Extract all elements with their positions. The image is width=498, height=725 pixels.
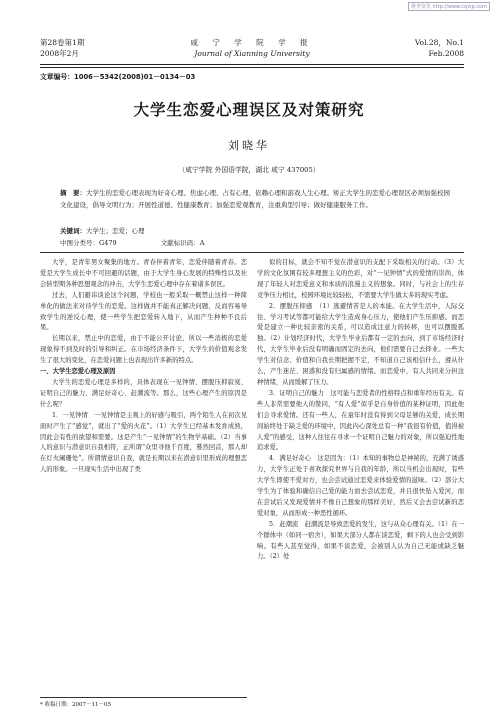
author-name: 刘晓华 <box>228 139 270 152</box>
header-rule-thick <box>40 64 464 65</box>
watermark: 维普资讯 http://www.cqvip.com <box>408 2 490 11</box>
footnote: * 收稿日期：2007－11－05 <box>40 697 247 708</box>
right-column <box>257 258 464 563</box>
article-title: 大学生恋爱心理误区及对策研究 <box>133 101 365 119</box>
abstract-text: 大学生的恋爱心理表现为好奇心理、焦虑心理、占有心理、依赖心理和游戏人生心理。矫正大学生的恋爱心理误区必须加强校园文化建设，倡导文明行为；开展性道德、性健康教育；加强恋爱观教育，注重典型引导；做好健康服务工作。 <box>60 189 450 209</box>
date-en: Feb.2008 <box>428 49 464 58</box>
left-column <box>40 258 247 476</box>
paragraph: 长期以来，禁止中的恋爱，由于不能公开讨论，所以一些消极的恋爱现象得不到及时的引导和纠正。在市场经济条件下，大学生的价值观念发生了很大的变化，在恋爱问题上也表现出许多新的特点。 <box>40 335 247 365</box>
clc-number: 中图分类号：G479 <box>60 239 117 247</box>
article-number: 文章编号：1006－5342(2008)01－0134－03 <box>40 73 196 81</box>
paragraph: 大学生的恋爱心理是多样的，具体表现在一见钟情、摆脱压抑寂寞、证明自己的魅力、满足好奇心、赶潮流等。那么，这些心理产生的原因是什么呢？ <box>40 378 247 408</box>
keywords-label: 关键词： <box>60 227 86 235</box>
paragraph: 5．赶潮流 赶潮流是导致恋爱的发生，这与从众心理有关。（1）在一个群体中（如同一宿舍），如果大部分人都在谈恋爱，剩下的人也会受到影响。有些人甚至觉得，如果不谈恋爱，会被别人认为自己无能或缺乏魅力。（2）处 <box>257 520 464 561</box>
keywords-text: 大学生；恋爱；心理 <box>86 227 145 235</box>
paragraph: 4．满足好奇心 这是因为：（1）本知的事物总是神秘的，充满了诱惑力，大学生正处于喜欢探究世界与自我的年龄，所以当机会出现时，有些大学生即使不爱对方，也会尝试通过恋爱来体验爱情的滋味。（2）部分大学生为了体验和确信自己爱的能力而去尝试恋爱，并且很快坠入爱河，而在尝试后又发现爱情并不像自己想象的那样美好，然后又会去尝试新的恋爱对象，从而形成一种恶性循环。 <box>257 455 464 517</box>
paragraph: 3．证明自己的魅力 这可能与恋爱者的性格特点和重年经历有关。有些人非常需要他人的赞同，“有人爱”似乎是自身价值的某种证明，因此他们会寻求爱情。还有一些人，在童年时没有得到父母足够的关爱，成长期间始终处于缺乏爱的环境中，因此内心深处总有一种“我很有价值，值得被人爱”的感受，这种人往往在寻求一个证明自己魅力的对象，所以强迫性地追求爱。 <box>257 389 464 452</box>
date-cn: 2008年2月 <box>40 49 79 58</box>
paragraph: 过去，人们避讳谈论这个问题，学校也一般采取一概禁止这样一种简单化的做法来对待学生的恋爱。这样做并不能真正解决问题，反而容易导致学生的逆反心理，使一些学生把恋爱转入地下，从而产生种种不良后果。 <box>40 291 247 332</box>
document-code: 文献标识码：A <box>160 239 205 247</box>
journal-name-en: Journal of Xianning University <box>194 49 310 58</box>
paragraph: 2．摆脱压抑感 （1）逃避情苦是人的本能。在大学生活中，人际交往、学习考试等都可能给大学生造成身心压力，使他们产生压抑感。而恋爱是建立一种比较亲密的关系，可以造成注意力的转移，也可以摆脱孤独。（2）计划经济时代，大学生毕业后都有一定的去向，到了市场经济时代，大学生毕业后没有明确而固定的去向，他们需要自己去择业。一些大学生对信念、价值和自我长期把握不定，不知道自己该相信什么，遵从什么，产生迷茫、困惑和没有归属感的情绪。而恋爱中，有人共同来分担这种情绪，从而缓解了压力。 <box>257 302 464 386</box>
classification <box>60 238 450 247</box>
abstract <box>60 187 450 211</box>
volume-en: Vol.28，No.1 <box>414 38 464 47</box>
author-affiliation: （咸宁学院 外国语学院，湖北 咸宁 437005） <box>178 166 320 174</box>
paragraph: 似的目标，就会不知不觉在潜意识的支配下采取相关的行动。（3）大学的文化氛围有较多理想主义的色彩，对“一见钟情”式的爱情的崇尚，体现了年轻人对恋爱意义和本质的浪漫主义的想象。同时，与社会上的生存竞争压力相比，校园环境比较轻松，不需要大学生做太多的现实考虑。 <box>257 259 464 299</box>
keywords <box>60 226 145 235</box>
paragraph: 1．一见钟情 一见钟情是主观上的好感与吸引，两个陌生人在初次见面时产生了“感觉”，就出了“爱的火花”。（1）大学生已经基本发育成熟，因此会有性的欲望和需要。这是产生“一见钟情”的生物学基础。（2）当事人的意识与潜意识自我相符，正所谓“众里寻他千百度，蓦然回首，那人却在灯火阑珊处”。所谓情意识自我，就是长期以来在潜意识里形成的理想恋人的形象。一旦现实生活中出现了类 <box>40 411 247 474</box>
abstract-label: 摘 要： <box>60 189 86 197</box>
section-heading: 一、大学生恋爱心理及原因 <box>40 368 116 376</box>
header-rule-thin <box>40 67 464 68</box>
body-rule <box>40 252 464 253</box>
journal-name-cn: 咸 宁 学 院 学 报 <box>190 38 314 47</box>
paragraph: 大学，是青年男女聚集的地方。青春伴着青年，恋爱伴随着青春。恋爱是大学生成长中不可回避的话题，由于大学生身心发展的特殊性以及社会转型期各种思想观念的冲击，大学生恋爱心理中存在着诸多误区。 <box>40 259 247 288</box>
volume-cn: 第28卷第1期 <box>40 38 85 47</box>
